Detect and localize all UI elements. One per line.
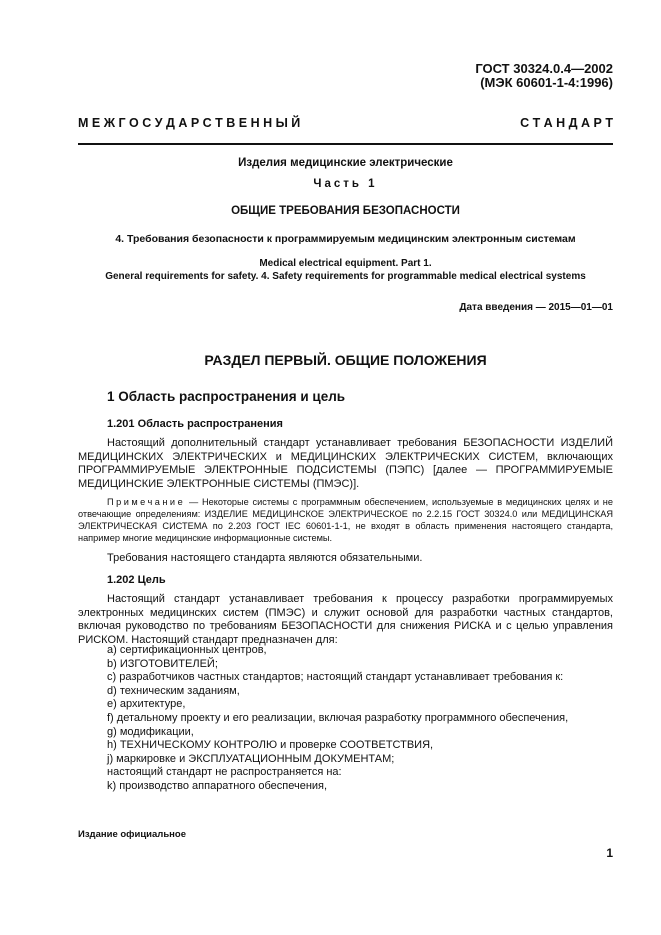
english-title-line-1: Medical electrical equipment. Part 1. [259,258,432,269]
list-item: а) сертификационных центров, [107,644,267,656]
subclause-heading-scope: 1.201 Область распространения [107,418,283,430]
list-item: b) ИЗГОТОВИТЕЛЕЙ; [107,657,218,670]
list-item: d) техническим заданиям, [107,684,240,697]
english-title [78,257,613,283]
part-label: Часть 1 [313,178,378,190]
clause-heading: 1 Область распространения и цель [107,389,346,404]
list-item: е) архитектуре, [107,698,186,711]
note-paragraph [78,496,613,544]
banner-word-interstate: М Е Ж Г О С У Д А Р С Т В Е Н Н Ы Й [78,116,301,130]
list-item: k) производство аппаратного обеспечения, [107,779,328,792]
banner-word-standard: С Т А Н Д А Р Т [520,116,613,130]
scope-paragraph: Настоящий дополнительный стандарт устанавливает требования БЕЗОПАСНОСТИ ИЗДЕЛИЙ МЕДИЦИНСКИХ ЭЛЕКТРИЧЕСКИХ и МЕДИЦИНСКИХ ЭЛЕКТРИЧЕСКИХ СИСТЕМ, включающих ПРОГРАММИРУЕМЫЕ ЭЛЕКТРОННЫЕ ПОДСИСТЕМЫ (ПЭПС) [далее — ПРОГРАММИРУЕМЫЕ МЕДИЦИНСКИЕ ЭЛЕКТРОННЫЕ СИСТЕМЫ (ПМЭС)]. [78,437,613,490]
subclause-heading-purpose: 1.202 Цель [107,574,166,586]
list-item: с) разработчиков частных стандартов; настоящий стандарт устанавливает требования к: [107,671,564,684]
subpart-title: 4. Требования безопасности к программируемым медицинским электронным системам [115,233,576,245]
standard-designation [475,62,613,90]
list-item: f) детальному проекту и его реализации, включая разработку программного обеспечения, [107,711,569,724]
list-item: настоящий стандарт не распространяется на: [107,766,342,779]
purpose-list [107,644,568,794]
interstate-standard-banner [78,116,613,130]
part-title: ОБЩИЕ ТРЕБОВАНИЯ БЕЗОПАСНОСТИ [231,205,460,217]
header-divider [78,143,613,145]
list-item: j) маркировке и ЭКСПЛУАТАЦИОННЫМ ДОКУМЕНТАМ; [107,752,395,765]
effective-date: Дата введения — 2015—01—01 [459,302,613,313]
mandatory-paragraph: Требования настоящего стандарта являются обязательными. [107,552,423,564]
iec-reference: (МЭК 60601-1-4:1996) [480,75,613,90]
list-item: h) ТЕХНИЧЕСКОМУ КОНТРОЛЮ и проверке СООТВЕТСТВИЯ, [107,739,434,752]
document-title: Изделия медицинские электрические [238,157,453,169]
edition-label: Издание официальное [78,829,186,840]
section-heading: РАЗДЕЛ ПЕРВЫЙ. ОБЩИЕ ПОЛОЖЕНИЯ [204,352,487,368]
english-title-line-2: General requirements for safety. 4. Safety requirements for programmable medical electrical systems [105,271,586,282]
page-number: 1 [606,846,613,860]
list-item: g) модификации, [107,725,194,738]
standard-code: ГОСТ 30324.0.4—2002 [475,61,613,76]
note-text: — Некоторые системы с программным обеспечением, используемые в медицинских целях и не отвечающие определениям: ИЗДЕЛИЕ МЕДИЦИНСКОЕ ЭЛЕКТРИЧЕСКОЕ по 2.2.15 ГОСТ 30324.0 или МЕДИЦИНСКАЯ ЭЛЕКТРИЧЕСКАЯ СИСТЕМА по 2.203 ГОСТ IEC 60601-1-1, не входят в область применения настоящего стандарта, например многие медицинские информационные системы. [78,497,613,543]
purpose-paragraph: Настоящий стандарт устанавливает требования к процессу разработки программируемых электронных медицинских систем (ПМЭС) и служит основой для разработки частных стандартов, включая руководство по требованиям БЕЗОПАСНОСТИ для снижения РИСКА и с целью управления РИСКОМ. Настоящий стандарт предназначен для: [78,593,613,646]
note-label: Примечание [107,497,186,507]
